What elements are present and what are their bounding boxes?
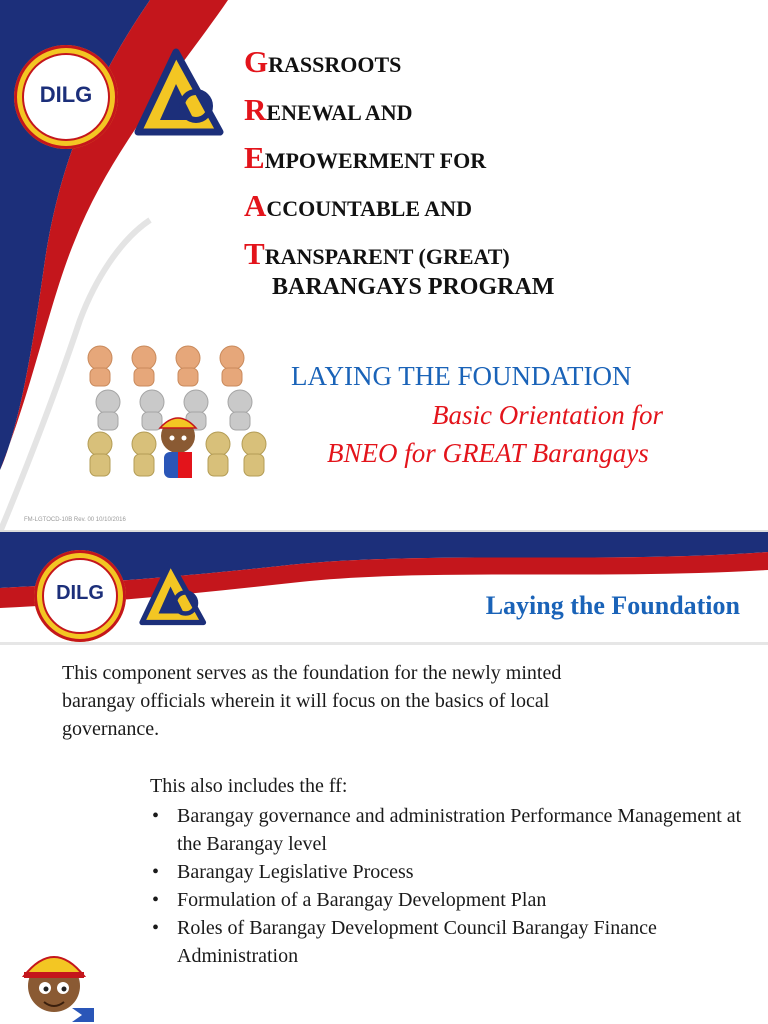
topic-list — [150, 802, 750, 970]
title-line-5: TRANSPARENT (GREAT) — [244, 236, 510, 271]
includes-label: This also includes the ff: — [150, 775, 348, 797]
list-item: • Roles of Barangay Development Council Barangay Finance Administration — [150, 914, 750, 970]
cover-subtitle-line-2: BNEO for GREAT Barangays — [327, 438, 649, 468]
list-item: • Formulation of a Barangay Development Plan — [150, 886, 750, 914]
lgu-triangle-logo-icon — [136, 556, 208, 632]
slide-laying-foundation — [0, 532, 768, 1024]
cover-subtitle-line-1: Basic Orientation for — [432, 400, 663, 430]
dilg-seal-icon: DILG — [14, 45, 118, 149]
form-code: FM-LGTOCD-10B Rev. 00 10/10/2016 — [24, 517, 126, 523]
title-line-2: RENEWAL AND — [244, 92, 413, 127]
dilg-seal-icon: DILG — [34, 550, 126, 642]
cover-subtitle: LAYING THE FOUNDATION — [291, 361, 632, 391]
barangay-mascot-icon — [14, 938, 100, 1024]
title-line-4: ACCOUNTABLE AND — [244, 188, 472, 223]
title-line-6: BARANGAYS PROGRAM — [272, 274, 555, 300]
lgu-triangle-logo-icon — [130, 46, 226, 142]
list-item: • Barangay Legislative Process — [150, 858, 750, 886]
list-item: • Barangay governance and administration Performance Management at the Barangay level — [150, 802, 750, 858]
title-line-3: EMPOWERMENT FOR — [244, 140, 487, 175]
title-line-1: GRASSROOTS — [244, 44, 402, 79]
intro-paragraph: This component serves as the foundation for the newly minted barangay officials wherein it will focus on the basics of local governance. — [62, 662, 562, 740]
barangay-mascot-group-icon — [78, 338, 274, 488]
slide-title: Laying the Foundation — [485, 591, 740, 620]
